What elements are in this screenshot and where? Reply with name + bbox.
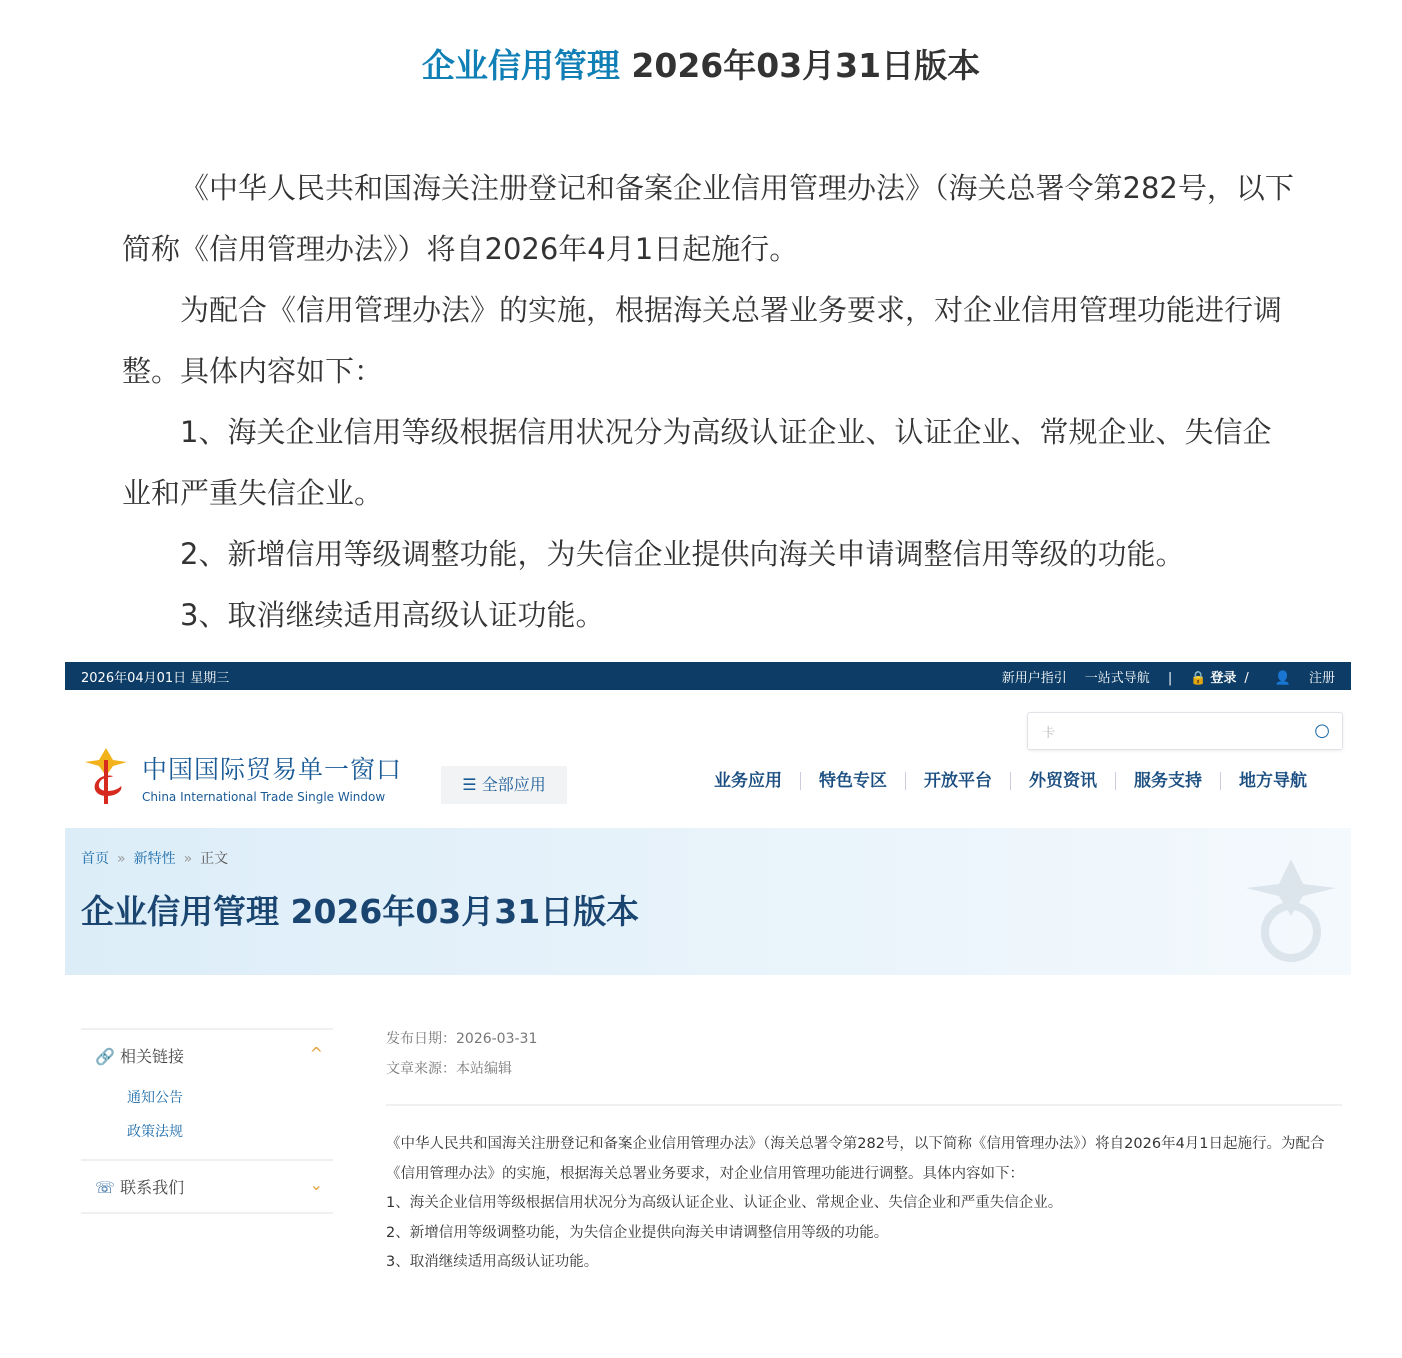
- user-icon: 👤: [1274, 670, 1291, 686]
- nav-item[interactable]: 业务应用: [714, 771, 782, 791]
- breadcrumb: 首页 » 新特性 » 正文: [81, 851, 229, 867]
- search-icon[interactable]: ○: [1314, 720, 1330, 741]
- nav-item[interactable]: 外贸资讯: [1010, 772, 1115, 790]
- article-meta: 发布日期：2026-03-31 文章来源：本站编辑: [386, 1031, 538, 1077]
- sidebar: [81, 1028, 333, 1214]
- website-screenshot: [65, 662, 1351, 1302]
- emblem-watermark-icon: [1241, 854, 1341, 964]
- divider: [386, 1104, 1342, 1106]
- related-links-toggle[interactable]: 🔗 相关链接 ^: [81, 1028, 333, 1081]
- nav-item[interactable]: 特色专区: [800, 772, 905, 790]
- banner: [65, 828, 1351, 975]
- logo-icon: [83, 746, 129, 806]
- phone-icon: ☏: [95, 1178, 121, 1197]
- site-header: [65, 690, 1351, 828]
- login-link[interactable]: 🔒 登录: [1190, 670, 1237, 686]
- sidebar-link[interactable]: 通知公告: [127, 1090, 183, 1106]
- top-bar: 2026年04月01日 星期三 新用户指引 一站式导航 | 🔒 登录 / 👤 注册: [65, 662, 1351, 690]
- register-link[interactable]: 👤 注册: [1274, 670, 1335, 686]
- banner-title: 企业信用管理 2026年03月31日版本: [81, 892, 640, 931]
- main-nav: [696, 772, 1325, 790]
- new-user-guide-link[interactable]: 新用户指引: [1001, 670, 1067, 686]
- search-input[interactable]: 卡 ○: [1027, 712, 1343, 750]
- chevron-down-icon: ⌄: [309, 1175, 323, 1194]
- chevron-up-icon: ^: [309, 1044, 323, 1063]
- article: 《中华人民共和国海关注册登记和备案企业信用管理办法》（海关总署令第282号，以下简称《信用管理办法》）将自2026年4月1日起施行。 为配合《信用管理办法》的实施，根据海关总署业务要求，对企业信用管理功能进行调整。具体内容如下： 1、海关企业信用等级根据信用状况分为高级认证企业、认证企业、常规企业、失信企业和严重失信企业。 2、新增信用等级调整功能，为失信企业提供向海关申请调整信用等级的功能。 3、取消继续适用高级认证功能。: [122, 171, 1294, 632]
- lock-icon: 🔒: [1190, 670, 1207, 686]
- link-icon: 🔗: [95, 1047, 121, 1066]
- one-stop-nav-link[interactable]: 一站式导航: [1084, 670, 1150, 686]
- menu-icon: ☰: [462, 775, 482, 794]
- page-title: 企业信用管理 2026年03月31日版本: [421, 46, 981, 85]
- sidebar-link[interactable]: 政策法规: [127, 1124, 183, 1140]
- brand[interactable]: 中国国际贸易单一窗口 China International Trade Single Window: [142, 755, 403, 804]
- nav-item[interactable]: 服务支持: [1115, 772, 1220, 790]
- contact-us-toggle[interactable]: ☏ 联系我们 ⌄: [81, 1159, 333, 1214]
- article-body: 《中华人民共和国海关注册登记和备案企业信用管理办法》（海关总署令第282号，以下简称《信用管理办法》）将自2026年4月1日起施行。为配合《信用管理办法》的实施，根据海关总署业务要求，对企业信用管理功能进行调整。具体内容如下： 1、海关企业信用等级根据信用状况分为高级认证企业、认证企业、常规企业、失信企业和严重失信企业。 2、新增信用等级调整功能，为失信企业提供向海关申请调整信用等级的功能。 3、取消继续适用高级认证功能。: [386, 1136, 1325, 1270]
- nav-item[interactable]: 开放平台: [905, 772, 1010, 790]
- nav-item[interactable]: 地方导航: [1220, 772, 1325, 790]
- all-apps-button[interactable]: ☰ 全部应用: [441, 766, 567, 804]
